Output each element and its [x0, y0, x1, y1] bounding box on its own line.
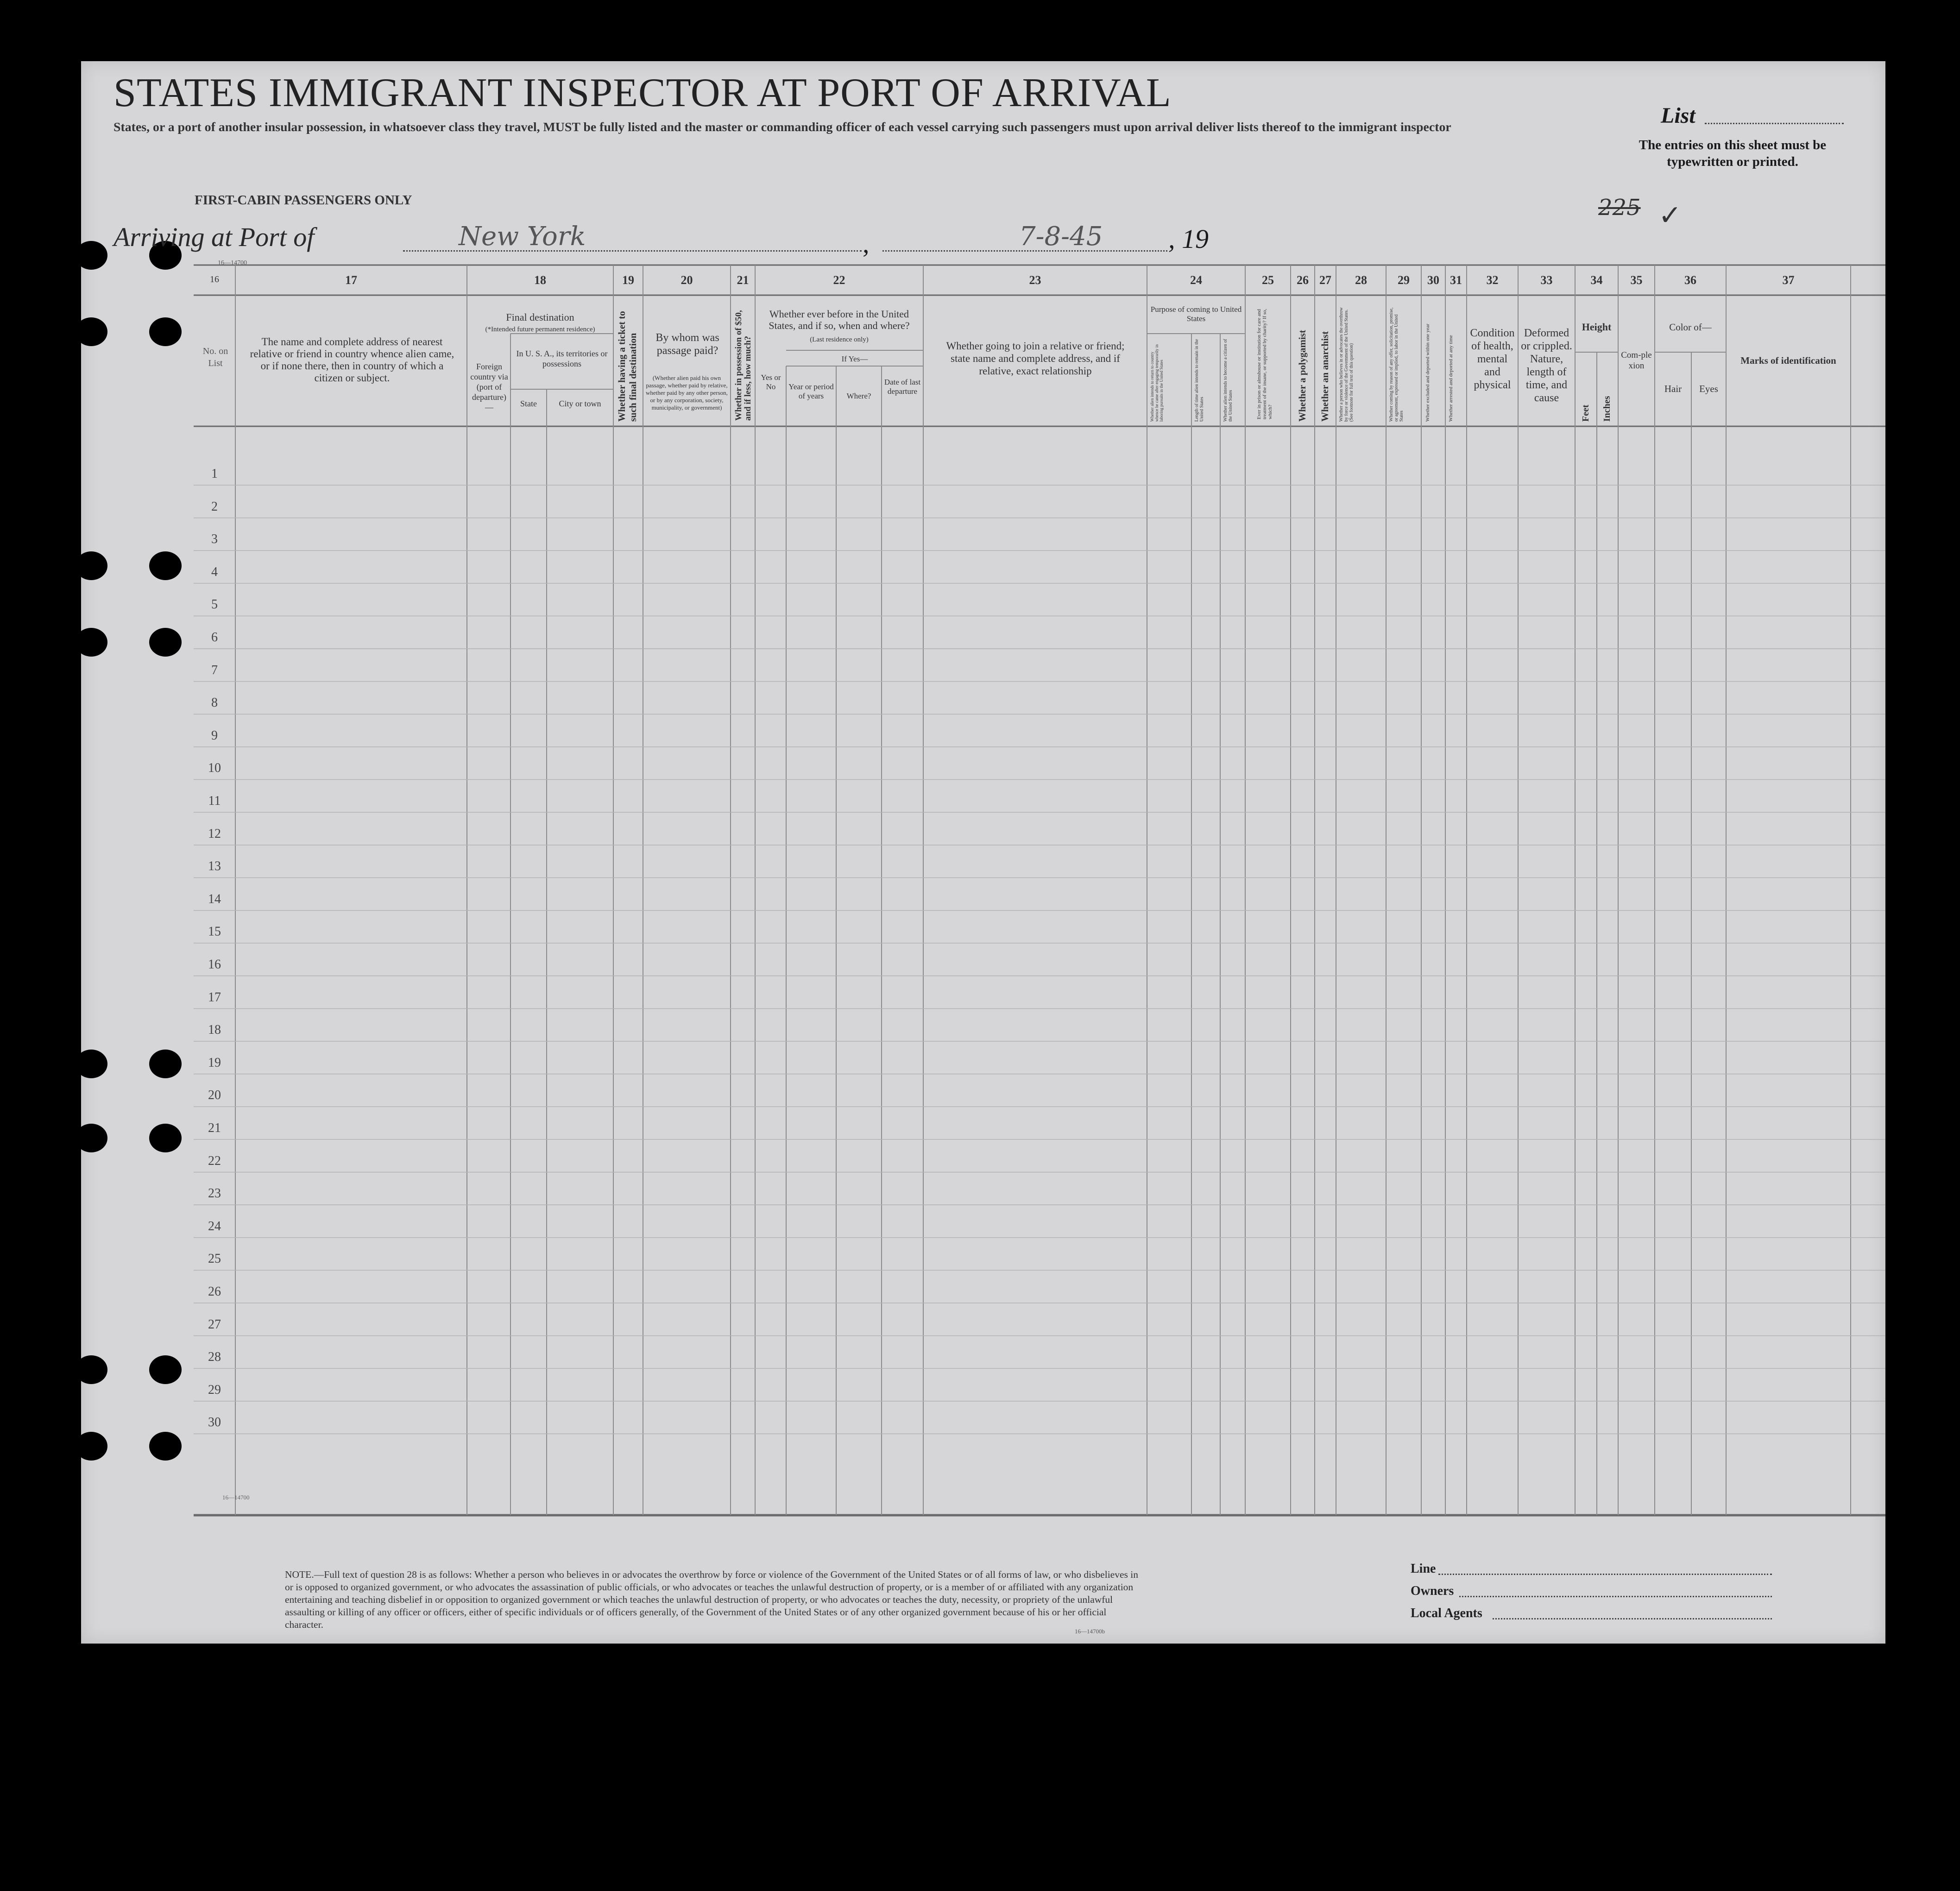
row-number: 1 — [211, 467, 218, 481]
owners-field[interactable] — [1459, 1596, 1772, 1597]
line-field[interactable] — [1438, 1574, 1772, 1575]
col-34-feet: Feet — [1581, 405, 1591, 422]
col-num-32: 32 — [1486, 273, 1499, 287]
col-17-header: The name and complete address of nearest relative or friend in country whence alien came, or if none there, then in country of which a citizen or subject. — [250, 336, 454, 384]
col-20-note: (Whether alien paid his own passage, whether paid by relative, whether paid by any other person, or by any corporation, society, municipality, or government) — [646, 374, 728, 411]
col-27-header: Whether an anarchist — [1319, 331, 1330, 422]
col-22-yesno: Yes or No — [761, 373, 781, 391]
row-number: 24 — [208, 1219, 221, 1233]
year-value: 19 — [1182, 224, 1209, 254]
col-28-header: Whether a person who believes in or advocates the overthrow by force or violence of the Government of the United States. (See footnote for full text of this question) — [1339, 307, 1354, 422]
col-num-20: 20 — [681, 273, 693, 287]
col-num-23: 23 — [1029, 273, 1041, 287]
col-18-note: (*Intended future permanent residence) — [485, 326, 595, 333]
row-number: 9 — [211, 728, 218, 743]
col-30-header: Whether excluded and deported within one year — [1425, 323, 1431, 422]
row-number: 30 — [208, 1415, 221, 1430]
col-36-eyes: Eyes — [1699, 383, 1718, 394]
col-22-date: Date of last departure — [884, 378, 921, 396]
row-number: 5 — [211, 597, 218, 612]
row-number: 6 — [211, 630, 218, 645]
col-24-length: Length of time alien intends to remain in the United States — [1194, 339, 1204, 422]
row-number: 18 — [208, 1023, 221, 1037]
col-26-header: Whether a polygamist — [1297, 330, 1308, 422]
entries-note: The entries on this sheet must be typewritten or printed. — [1639, 138, 1827, 169]
col-31-header: Whether arrested and deported at any time — [1448, 335, 1454, 422]
col-18-header: Final destination — [506, 311, 574, 323]
row-number: 13 — [208, 859, 221, 874]
col-num-21: 21 — [737, 273, 749, 287]
col-36-header: Color of— — [1669, 322, 1712, 333]
form-code-bottom: 16—14700 — [222, 1494, 250, 1501]
owners-label: Owners — [1411, 1584, 1454, 1598]
agents-label: Local Agents — [1411, 1606, 1482, 1620]
row-number: 21 — [208, 1121, 221, 1135]
handwritten-mark: 225 — [1598, 195, 1641, 221]
col-22-years: Year or period of years — [788, 382, 834, 400]
row-number: 8 — [211, 696, 218, 710]
col-num-24: 24 — [1190, 273, 1202, 287]
form-code-note: 16—14700b — [1075, 1628, 1105, 1635]
col-num-28: 28 — [1355, 273, 1367, 287]
row-number: 26 — [208, 1284, 221, 1299]
col-18-usa: In U. S. A., its territories or possessions — [516, 349, 608, 368]
list-label: List — [1661, 103, 1695, 128]
date-handwritten: 7-8-45 — [1019, 221, 1103, 252]
col-num-34: 34 — [1590, 273, 1603, 287]
row-number: 19 — [208, 1055, 221, 1070]
col-37-header: Marks of identification — [1740, 355, 1836, 366]
line-label: Line — [1411, 1562, 1436, 1576]
col-24-header: Purpose of coming to United States — [1150, 305, 1242, 323]
col-num-19: 19 — [622, 273, 634, 287]
col-num-31: 31 — [1450, 273, 1462, 287]
row-number: 2 — [211, 499, 218, 514]
form-code-top: 16—14700 — [218, 259, 247, 266]
col-25-header: Ever in prison or almshouse or institution for care and treatment of the insane, or supported by charity? If so, which? — [1256, 309, 1273, 419]
row-number: 11 — [208, 794, 221, 808]
row-number: 20 — [208, 1088, 221, 1103]
col-16-header: No. on List — [202, 346, 228, 368]
col-num-22: 22 — [833, 273, 845, 287]
arriving-label: Arriving at Port of — [113, 222, 315, 252]
col-num-36: 36 — [1684, 273, 1696, 287]
col-23-header: Whether going to join a relative or friend; state name and complete address, and if relative, exact relationship — [946, 340, 1125, 377]
col-num-18: 18 — [534, 273, 546, 287]
col-22-ifyes: If Yes— — [841, 354, 868, 363]
col-22-header: Whether ever before in the United States, and if so, when and where? — [769, 308, 910, 331]
form-title: STATES IMMIGRANT INSPECTOR AT PORT OF ARRIVAL — [113, 70, 1172, 115]
row-number: 3 — [211, 532, 218, 547]
col-num-33: 33 — [1540, 273, 1553, 287]
col-24-return: Whether alien intends to return to country whence he came after engaging temporarily in laboring pursuits in the United States — [1150, 344, 1164, 422]
col-num-35: 35 — [1630, 273, 1643, 287]
col-36-hair: Hair — [1664, 383, 1682, 394]
col-num-30: 30 — [1427, 273, 1439, 287]
col-22-where: Where? — [846, 392, 871, 400]
col-24-citizen: Whether alien intends to become a citizen of the United States — [1223, 339, 1233, 422]
year-prefix: , 19 — [1168, 224, 1209, 254]
row-number: 28 — [208, 1350, 221, 1365]
col-18-foreign: Foreign country via (port of departure)— — [470, 362, 508, 412]
row-number: 4 — [211, 564, 218, 579]
row-number: 7 — [211, 663, 218, 677]
row-number: 27 — [208, 1317, 221, 1332]
form-subtitle: States, or a port of another insular possession, in whatsoever class they travel, MUST be fully listed and the master or commanding officer of each vessel carrying such passengers must upon arrival deliver lists thereof to the immigrant inspector — [113, 120, 1451, 134]
row-number: 12 — [208, 826, 221, 841]
col-34-inches: Inches — [1602, 396, 1612, 422]
row-number: 15 — [208, 924, 221, 939]
question-28-note: NOTE.—Full text of question 28 is as follows: Whether a person who believes in or advocates the overthrow by force or violence of the Government of the United States or of all forms of law, or who disbelieves in or is opposed to organized government, or who advocates the assassination of public officials, or who advocates or teaches the unlawful destruction of property, or is a member of or affiliated with any organization entertaining and teaching disbelief in or opposition to organized government or which teaches the unlawful destruction of property, or who advocates or teaches the duty, necessity, or propriety of the unlawful assaulting or killing of any officer or officers, either of specific individuals or of officers generally, of the Government of the United States or of any other organized government because of his or her official character. — [285, 1569, 1138, 1630]
col-num-26: 26 — [1297, 273, 1309, 287]
col-33-header: Deformed or crippled. Nature, length of time, and cause — [1521, 327, 1572, 404]
col-num-16: 16 — [210, 274, 219, 285]
col-18-city: City or town — [559, 399, 601, 408]
col-num-17: 17 — [345, 273, 357, 287]
row-number: 16 — [208, 957, 221, 972]
col-20-header: By whom was passage paid? — [655, 332, 719, 357]
class-line: FIRST-CABIN PASSENGERS ONLY — [195, 193, 412, 208]
check-mark-icon: ✓ — [1658, 200, 1682, 231]
row-number: 14 — [208, 892, 221, 906]
col-num-25: 25 — [1262, 273, 1274, 287]
row-number: 17 — [208, 990, 221, 1005]
row-number: 23 — [208, 1186, 221, 1201]
col-num-37: 37 — [1782, 273, 1795, 287]
col-35-header: Com-plexion — [1621, 350, 1652, 371]
col-22-note: (Last residence only) — [810, 336, 869, 343]
col-19-header: Whether having a ticket to such final destination — [616, 311, 638, 422]
col-num-29: 29 — [1398, 273, 1410, 287]
col-32-header: Condition of health, mental and physical — [1470, 327, 1515, 391]
col-34-header: Height — [1582, 321, 1612, 333]
col-29-header: Whether coming by reason of any offer, solicitation, promise, or agreement, expressed or implied, to labor in the United States — [1389, 307, 1404, 422]
col-num-27: 27 — [1319, 273, 1331, 287]
comma: , — [863, 228, 870, 259]
port-handwritten: New York — [459, 221, 586, 252]
col-21-header: Whether in possession of $50, and if less, how much? — [734, 310, 753, 421]
row-number: 25 — [208, 1252, 221, 1266]
row-number: 10 — [208, 761, 221, 776]
agents-field[interactable] — [1493, 1618, 1772, 1619]
row-number: 29 — [208, 1382, 221, 1397]
row-number: 22 — [208, 1153, 221, 1168]
col-18-state: State — [520, 399, 537, 408]
